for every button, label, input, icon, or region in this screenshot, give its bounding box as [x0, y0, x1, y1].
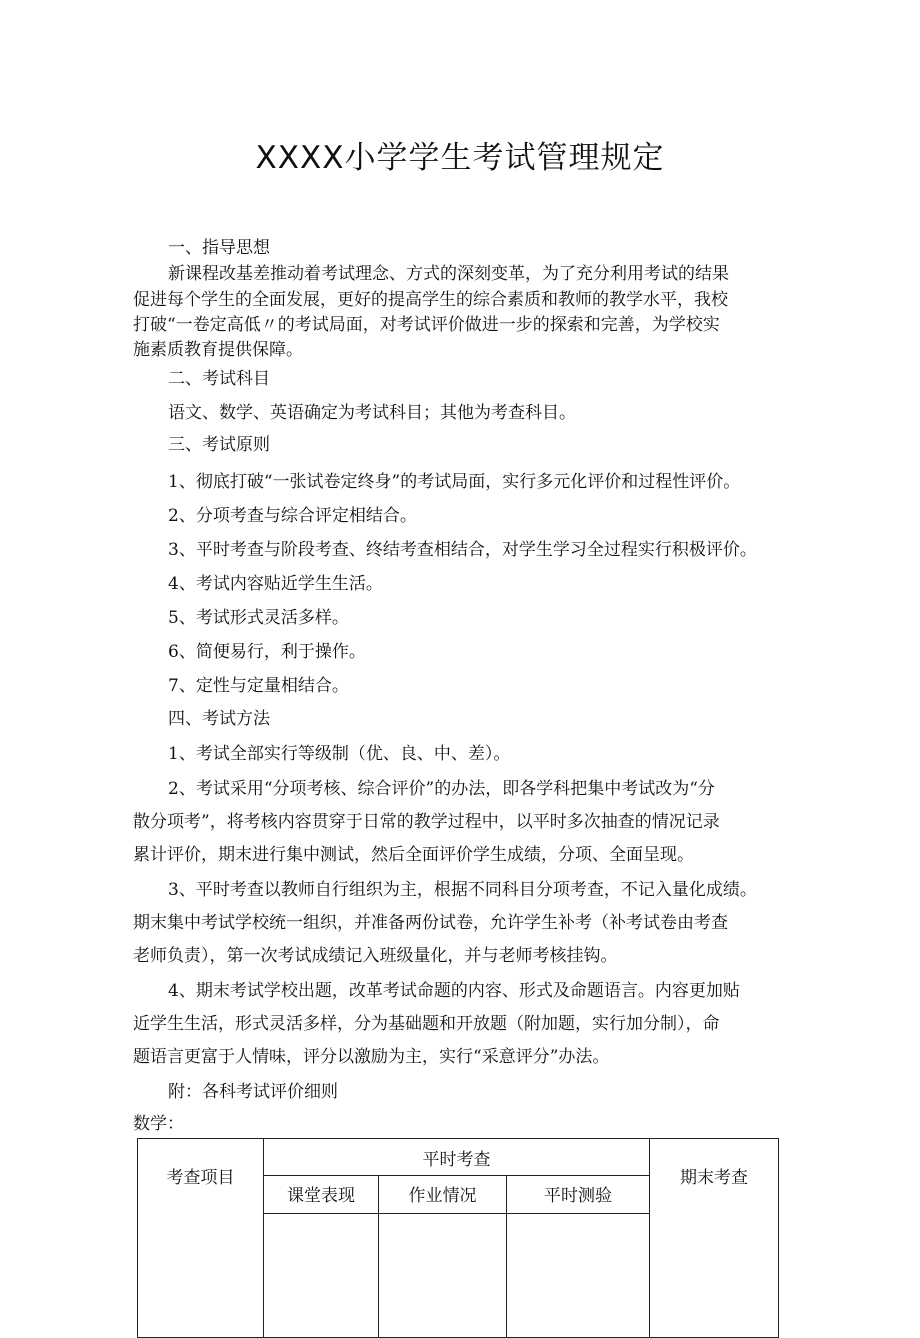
principle-item: 3、平时考查与阶段考查、终结考查相结合，对学生学习全过程实行积极评价。 [168, 540, 757, 560]
paragraph-line: 4、期末考试学校出题，改革考试命题的内容、形式及命题语言。内容更加贴 [168, 981, 740, 1001]
section-heading-exam-principles: 三、考试原则 [168, 435, 270, 455]
principle-item: 4、考试内容贴近学生生活。 [168, 574, 383, 594]
table-cell [379, 1214, 507, 1338]
paragraph-line: 近学生生活，形式灵活多样，分为基础题和开放题（附加题，实行加分制），命 [133, 1014, 720, 1034]
principle-item: 5、考试形式灵活多样。 [168, 608, 349, 628]
table-header-final: 期末考查 [650, 1139, 779, 1338]
page-title: XXXX小学学生考试管理规定 [255, 140, 665, 176]
math-evaluation-table [137, 1138, 779, 1338]
paragraph-line: 3、平时考查以教师自行组织为主，根据不同科目分项考查，不记入量化成绩。 [168, 880, 757, 900]
principle-item: 6、简便易行，利于操作。 [168, 642, 366, 662]
paragraph-line: 累计评价，期末进行集中测试，然后全面评价学生成绩，分项、全面呈现。 [133, 845, 694, 865]
paragraph-line: 题语言更富于人情味，评分以激励为主，实行“采意评分”办法。 [133, 1047, 610, 1067]
section-heading-exam-methods: 四、考试方法 [168, 709, 270, 729]
principle-item: 1、彻底打破“一张试卷定终身”的考试局面，实行多元化评价和过程性评价。 [168, 472, 741, 492]
paragraph-line: 老师负责），第一次考试成绩记入班级量化，并与老师考核挂钩。 [133, 946, 618, 966]
table-header-item: 考查项目 [138, 1139, 264, 1338]
paragraph-line: 打破“一卷定高低〃的考试局面，对考试评价做进一步的探索和完善，为学校实 [133, 315, 720, 335]
table-subheader-class: 课堂表现 [264, 1176, 379, 1214]
table-subheader-homework: 作业情况 [379, 1176, 507, 1214]
principle-item: 7、定性与定量相结合。 [168, 676, 349, 696]
paragraph-line: 促进每个学生的全面发展，更好的提高学生的综合素质和教师的教学水平，我校 [133, 290, 728, 310]
principle-item: 2、分项考查与综合评定相结合。 [168, 506, 417, 526]
table-cell [507, 1214, 650, 1338]
table-cell [264, 1214, 379, 1338]
table-subheader-quiz: 平时测验 [507, 1176, 650, 1214]
table-header-regular: 平时考查 [264, 1139, 650, 1176]
appendix-heading: 附：各科考试评价细则 [168, 1082, 338, 1102]
section-heading-exam-subjects: 二、考试科目 [168, 369, 270, 389]
paragraph-line: 期末集中考试学校统一组织，并准备两份试卷，允许学生补考（补考试卷由考查 [133, 913, 728, 933]
paragraph-line: 施素质教育提供保障。 [133, 340, 303, 360]
paragraph-line: 2、考试采用“分项考核、综合评价”的办法，即各学科把集中考试改为“分 [168, 779, 715, 799]
paragraph-line: 新课程改基差推动着考试理念、方式的深刻变革，为了充分利用考试的结果 [168, 264, 729, 284]
paragraph-line: 语文、数学、英语确定为考试科目；其他为考查科目。 [168, 403, 576, 423]
method-item: 1、考试全部实行等级制（优、良、中、差）。 [168, 744, 511, 764]
section-heading-guiding-thought: 一、指导思想 [168, 238, 270, 258]
paragraph-line: 散分项考”，将考核内容贯穿于日常的教学过程中，以平时多次抽查的情况记录 [133, 812, 720, 832]
math-label: 数学： [133, 1114, 184, 1134]
